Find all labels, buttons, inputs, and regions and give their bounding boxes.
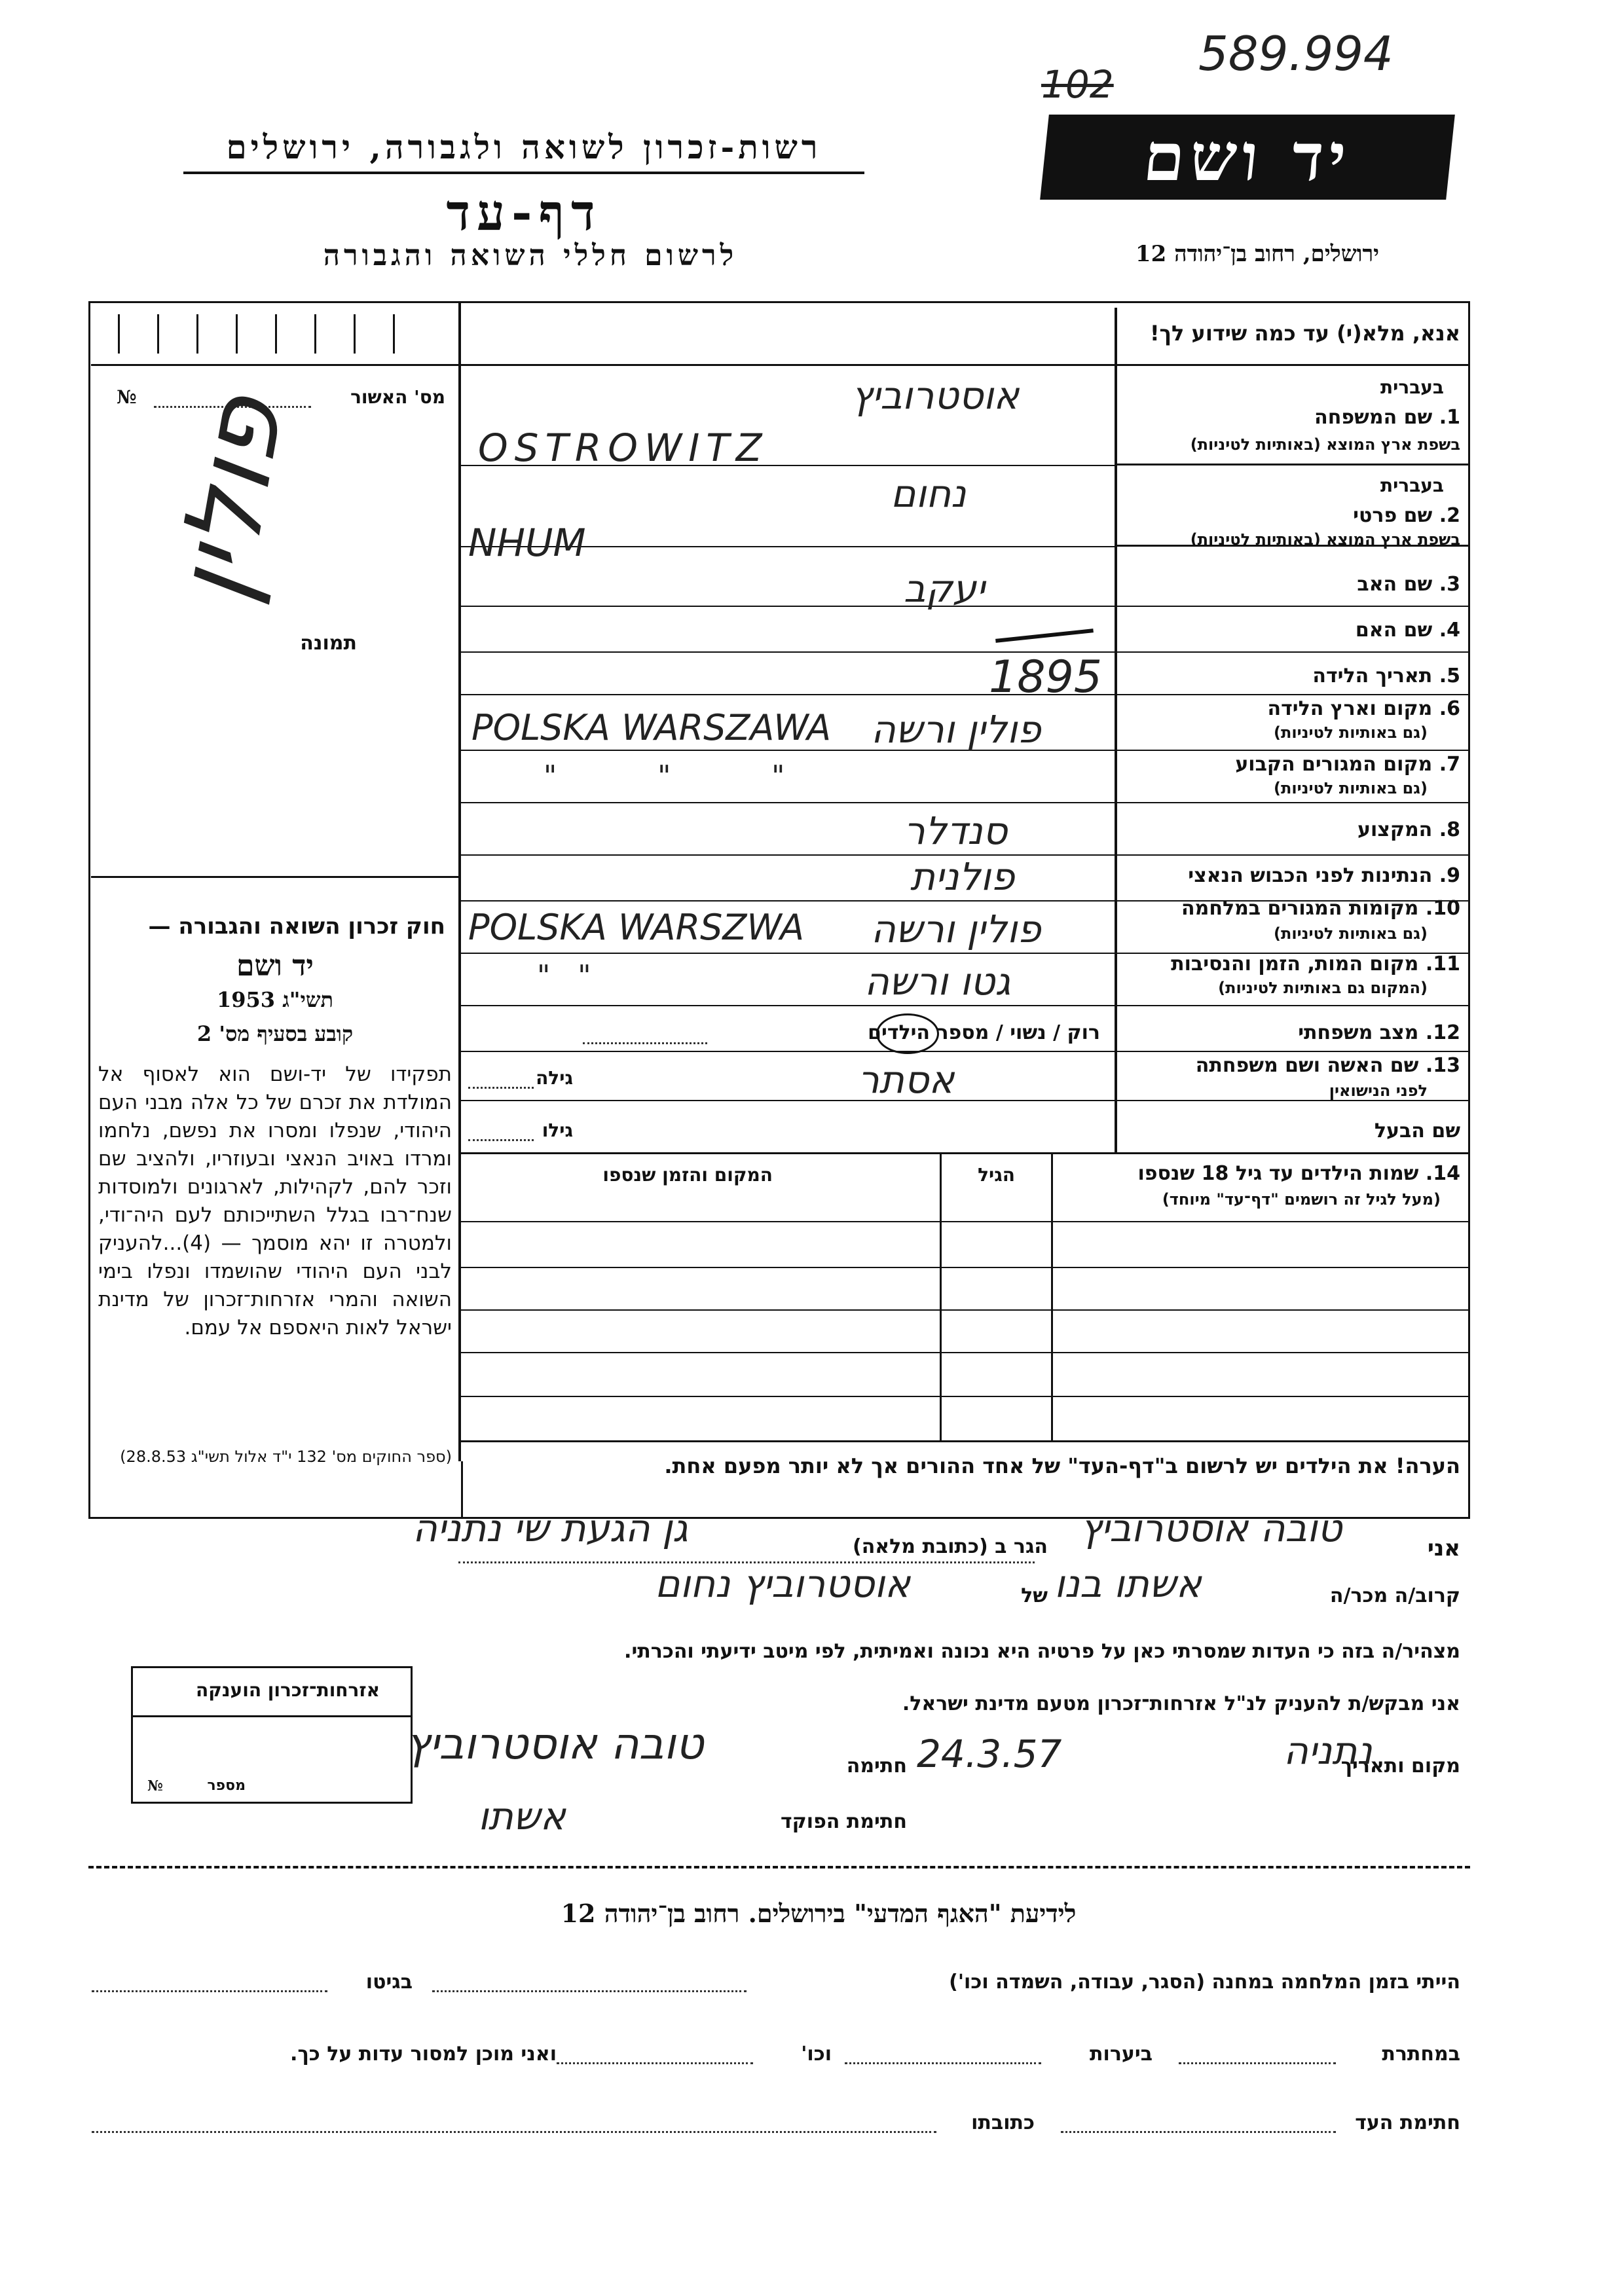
field-rule-12 xyxy=(461,1051,1470,1052)
citizenship-box-title: אזרחות־זכרון הוענקה xyxy=(196,1679,380,1701)
decl-place-value: נתניה xyxy=(1283,1728,1373,1773)
label-column-divider xyxy=(1115,308,1117,1152)
citizenship-value: פולנית xyxy=(910,854,1015,899)
victim-name-declaration: אוסטרוביץ נחום xyxy=(655,1561,910,1606)
field-7-sub: (גם באותיות לטיניות) xyxy=(1274,779,1428,797)
children-row-rule-3 xyxy=(461,1309,1470,1311)
authority-name: רשות-זכרון לשואה ולגבורה, ירושלים xyxy=(226,128,822,166)
field-8-label: 8. המקצוע xyxy=(1357,818,1460,841)
wife-name-value: אסתר xyxy=(858,1057,955,1102)
declarant-name: טובה אוסטרוביץ xyxy=(1080,1506,1342,1550)
form-intro: אנא, מלא(י) עד כמה שידוע לך! xyxy=(1149,321,1460,346)
wartime-residence-latin-value: POLSKA WARSZWA xyxy=(468,907,805,948)
husband-name-label: שם הבעל xyxy=(1374,1120,1460,1142)
field-10-sub: (גם באותיות לטיניות) xyxy=(1274,924,1428,943)
field-7-label: 7. מקום המגורים הקבוע xyxy=(1235,753,1460,776)
birth-place-latin-value: POLSKA WARSZAWA xyxy=(471,707,832,748)
footer-address-dotline xyxy=(92,2131,936,2133)
registration-number-handwritten: 589.994 xyxy=(1198,26,1393,81)
numero-sign: № xyxy=(117,386,137,408)
footer-address: כתובתו xyxy=(971,2111,1035,2134)
footer-line1-end: בגיטו xyxy=(365,1971,413,1994)
wife-age-label: גילה xyxy=(536,1067,573,1089)
field-rule-4 xyxy=(461,651,1470,653)
decl-place-date-label: מקום ותאריך xyxy=(1340,1755,1460,1777)
decl-statement: מצהיר/ה בזה כי העדות שמסרתי כאן על פרטיה היא נכונה ואמיתית, לפי מיטב ידיעתי והכרתי. xyxy=(624,1640,1460,1663)
field-4-label: 4. שם האם xyxy=(1355,619,1460,642)
field-6-label: 6. מקום וארץ הלידה xyxy=(1267,697,1460,720)
law-name: יד ושם xyxy=(236,949,314,983)
footer-etc-dotline xyxy=(557,2062,753,2064)
footer-forests: ביערות xyxy=(1090,2043,1153,2066)
approval-number-label: מס' האשור xyxy=(350,386,445,408)
decl-request: אני מבקש/ת להעניק לנ"ל אזרחות־זכרון מטעם מדינת ישראל. xyxy=(902,1692,1460,1715)
header-underline xyxy=(183,172,864,174)
children-note: הערה! את הילדים יש לרשום ב"דף-העד" של אחד ההורים אך לא יותר מפעם אחת. xyxy=(664,1453,1460,1478)
children-count-dotline xyxy=(583,1042,707,1044)
decl-of-label: של xyxy=(1021,1584,1048,1607)
field-13-label: 13. שם האשה ושם משפחתה xyxy=(1195,1054,1460,1077)
photo-label: תמונה xyxy=(300,632,357,655)
children-row-rule-2 xyxy=(461,1267,1470,1268)
footer-underground: במחתרת xyxy=(1382,2043,1460,2066)
field-rule-13 xyxy=(461,1100,1470,1101)
children-sub: (מעל לגיל זה רושמים "דף־עד" מיוחד) xyxy=(1162,1190,1441,1209)
field-rule-1 xyxy=(1115,464,1470,465)
declarant-signature: טובה אוסטרוביץ xyxy=(406,1719,704,1769)
death-place-hebrew-value: גטו ורשה xyxy=(864,959,1011,1004)
left-top-rule xyxy=(91,364,458,366)
field-rule-5 xyxy=(461,694,1470,695)
field-11-label: 11. מקום המות, הזמן והנסיבות xyxy=(1171,953,1460,975)
husband-age-label: גילו xyxy=(542,1120,573,1141)
photo-area-handwriting: פולין xyxy=(151,386,307,611)
footer-witness-signature: חתימת העד xyxy=(1355,2111,1460,2134)
decl-resident-label: הגר ב (כתובת מלאה) xyxy=(852,1535,1048,1558)
footer-underground-dotline xyxy=(1179,2062,1336,2064)
field-1-hebrew-tag: בעברית xyxy=(1380,376,1444,398)
form-title: דף-עד xyxy=(446,183,602,242)
marital-status-options: רוק / נשוי / מספר הילדים xyxy=(868,1021,1100,1044)
field-2-sub: בשפת ארץ המוצא (באותיות לטיניות) xyxy=(1190,530,1460,549)
father-name-value: יעקב xyxy=(904,566,985,611)
law-year: תשי"ג 1953 xyxy=(217,987,333,1012)
children-header: 14. שמות הילדים עד גיל 18 שנספו xyxy=(1137,1162,1460,1185)
first-name-hebrew-value: נחום xyxy=(891,471,967,516)
decl-signature-label: חתימה xyxy=(846,1755,907,1777)
husband-age-dotline xyxy=(468,1139,534,1141)
citizenship-box-rule xyxy=(131,1715,413,1717)
field-2-hebrew-tag: בעברית xyxy=(1380,475,1444,496)
family-name-latin-value: OSTROWITZ xyxy=(478,426,769,470)
yad-vashem-logo xyxy=(1040,115,1455,200)
birth-date-value: 1895 xyxy=(989,651,1103,703)
citizenship-box-no-sign: № xyxy=(147,1777,163,1795)
citizenship-box-no-label: מספר xyxy=(207,1777,246,1794)
declarant-address: גן הגעת שי נתניה xyxy=(413,1506,688,1550)
family-name-hebrew-value: אוסטרוביץ xyxy=(851,373,1020,418)
field-13-sub: לפני הנישואין xyxy=(1329,1082,1428,1100)
field-2-label: 2. שם פרטי xyxy=(1353,504,1460,527)
footer-forests-dotline xyxy=(845,2062,1041,2064)
footer-testimony: ואני מוכן למסור עדות על כך. xyxy=(290,2043,557,2066)
children-row-rule-5 xyxy=(461,1396,1470,1397)
law-section: קובע בסעיף מס' 2 xyxy=(196,1021,354,1046)
footer-line1: הייתי בזמן המלחמה במחנה (הסגר, עבודה, השמדה וכו') xyxy=(949,1971,1460,1994)
footer-ghetto-dotline xyxy=(92,1990,327,1992)
children-col-age: הגיל xyxy=(978,1164,1015,1186)
field-5-label: 5. תאריך הלידה xyxy=(1312,665,1460,687)
decl-officer-label: חתימת הפוקד xyxy=(781,1810,907,1833)
decl-i-label: אני xyxy=(1427,1535,1460,1561)
left-panel-divider xyxy=(458,301,461,1461)
field-12-label: 12. מצב משפחתי xyxy=(1298,1021,1460,1044)
children-col-divider-1 xyxy=(940,1154,942,1442)
footer-etc: וכו' xyxy=(801,2043,832,2066)
field-rule-14 xyxy=(461,1152,1470,1154)
footer-title: לידיעת "האגף המדעי" בירושלים. רחוב בן־יהודה 12 xyxy=(561,1899,1077,1928)
children-row-rule-6 xyxy=(461,1440,1470,1442)
first-name-latin-value: NHUM xyxy=(468,520,586,565)
profession-value: סנדלר xyxy=(904,809,1008,853)
left-top-tick-strip xyxy=(98,314,452,360)
form-subtitle: לרשום חללי השואה והגבורה xyxy=(323,239,738,272)
wife-age-dotline xyxy=(468,1087,534,1089)
death-place-ditto: " " xyxy=(537,959,591,993)
law-reference: (ספר החוקים מס' 132 י"ד אלול תשי"ג 28.8.53) xyxy=(120,1448,452,1466)
children-col-place-time: המקום והזמן שנספו xyxy=(602,1164,773,1186)
officer-signature: אשתו xyxy=(478,1794,566,1838)
field-rule-7 xyxy=(461,802,1470,803)
decl-relation-label: קרוב/ה מכר/ה xyxy=(1329,1584,1460,1607)
field-10-label: 10. מקומות המגורים במלחמה xyxy=(1181,897,1460,920)
children-row-rule-1 xyxy=(461,1221,1470,1222)
field-rule-11 xyxy=(461,1005,1470,1006)
footer-separator xyxy=(88,1866,1470,1868)
field-1-label: 1. שם המשפחה xyxy=(1314,406,1460,429)
decl-date-value: 24.3.57 xyxy=(917,1732,1062,1776)
field-11-sub: (המקום גם באותיות לטיניות) xyxy=(1218,979,1428,997)
field-1-sub: בשפת ארץ המוצא (באותיות לטיניות) xyxy=(1190,435,1460,454)
header-address: ירושלים, רחוב בן־יהודה 12 xyxy=(1135,241,1380,267)
birth-place-hebrew-value: פולין ורשה xyxy=(871,707,1041,752)
crossed-number-handwritten: 102 xyxy=(1041,62,1114,107)
permanent-residence-ditto: " " " xyxy=(544,759,785,793)
field-6-sub: (גם באותיות לטיניות) xyxy=(1274,723,1428,742)
children-row-rule-4 xyxy=(461,1352,1470,1353)
declarant-relation: אשתו בנו xyxy=(1054,1561,1202,1606)
law-text: תפקידו של יד-ושם הוא לאסוף אל המולדת את זכרם של כל אלה מבני העם היהודי, שנפלו ומסרו את נפשם, נלחמו ומרדו באויב הנאצי ובעוזריו, ולהציב שם וזכר להם, לקהילות, לארגונים ולמוסדות שנח־רבו בגלל השתייכותם לעם היה־ודי, ולמטרה זו יהא מוסמך — (4)...להעניק לבני העם היהודי שהושמדו ונפלו בימי השואה והמרי אזרחות־זכרון של מדינת ישראל לאות היאספם אל עמם. xyxy=(98,1063,452,1339)
wartime-residence-hebrew-value: פולין ורשה xyxy=(871,907,1041,951)
law-title: חוק זכרון השואה והגבורה — xyxy=(148,913,445,939)
footer-witness-dotline xyxy=(1061,2131,1336,2133)
field-3-label: 3. שם האב xyxy=(1357,573,1460,596)
intro-rule xyxy=(461,364,1470,366)
photo-bottom-rule xyxy=(91,876,458,878)
children-col-divider-2 xyxy=(1051,1154,1053,1442)
field-9-label: 9. הנתינות לפני הכבוש הנאצי xyxy=(1188,864,1460,887)
logo-text: יד ושם xyxy=(1139,118,1356,196)
footer-line1-dotline xyxy=(432,1990,747,1992)
married-circle-mark xyxy=(876,1013,939,1054)
